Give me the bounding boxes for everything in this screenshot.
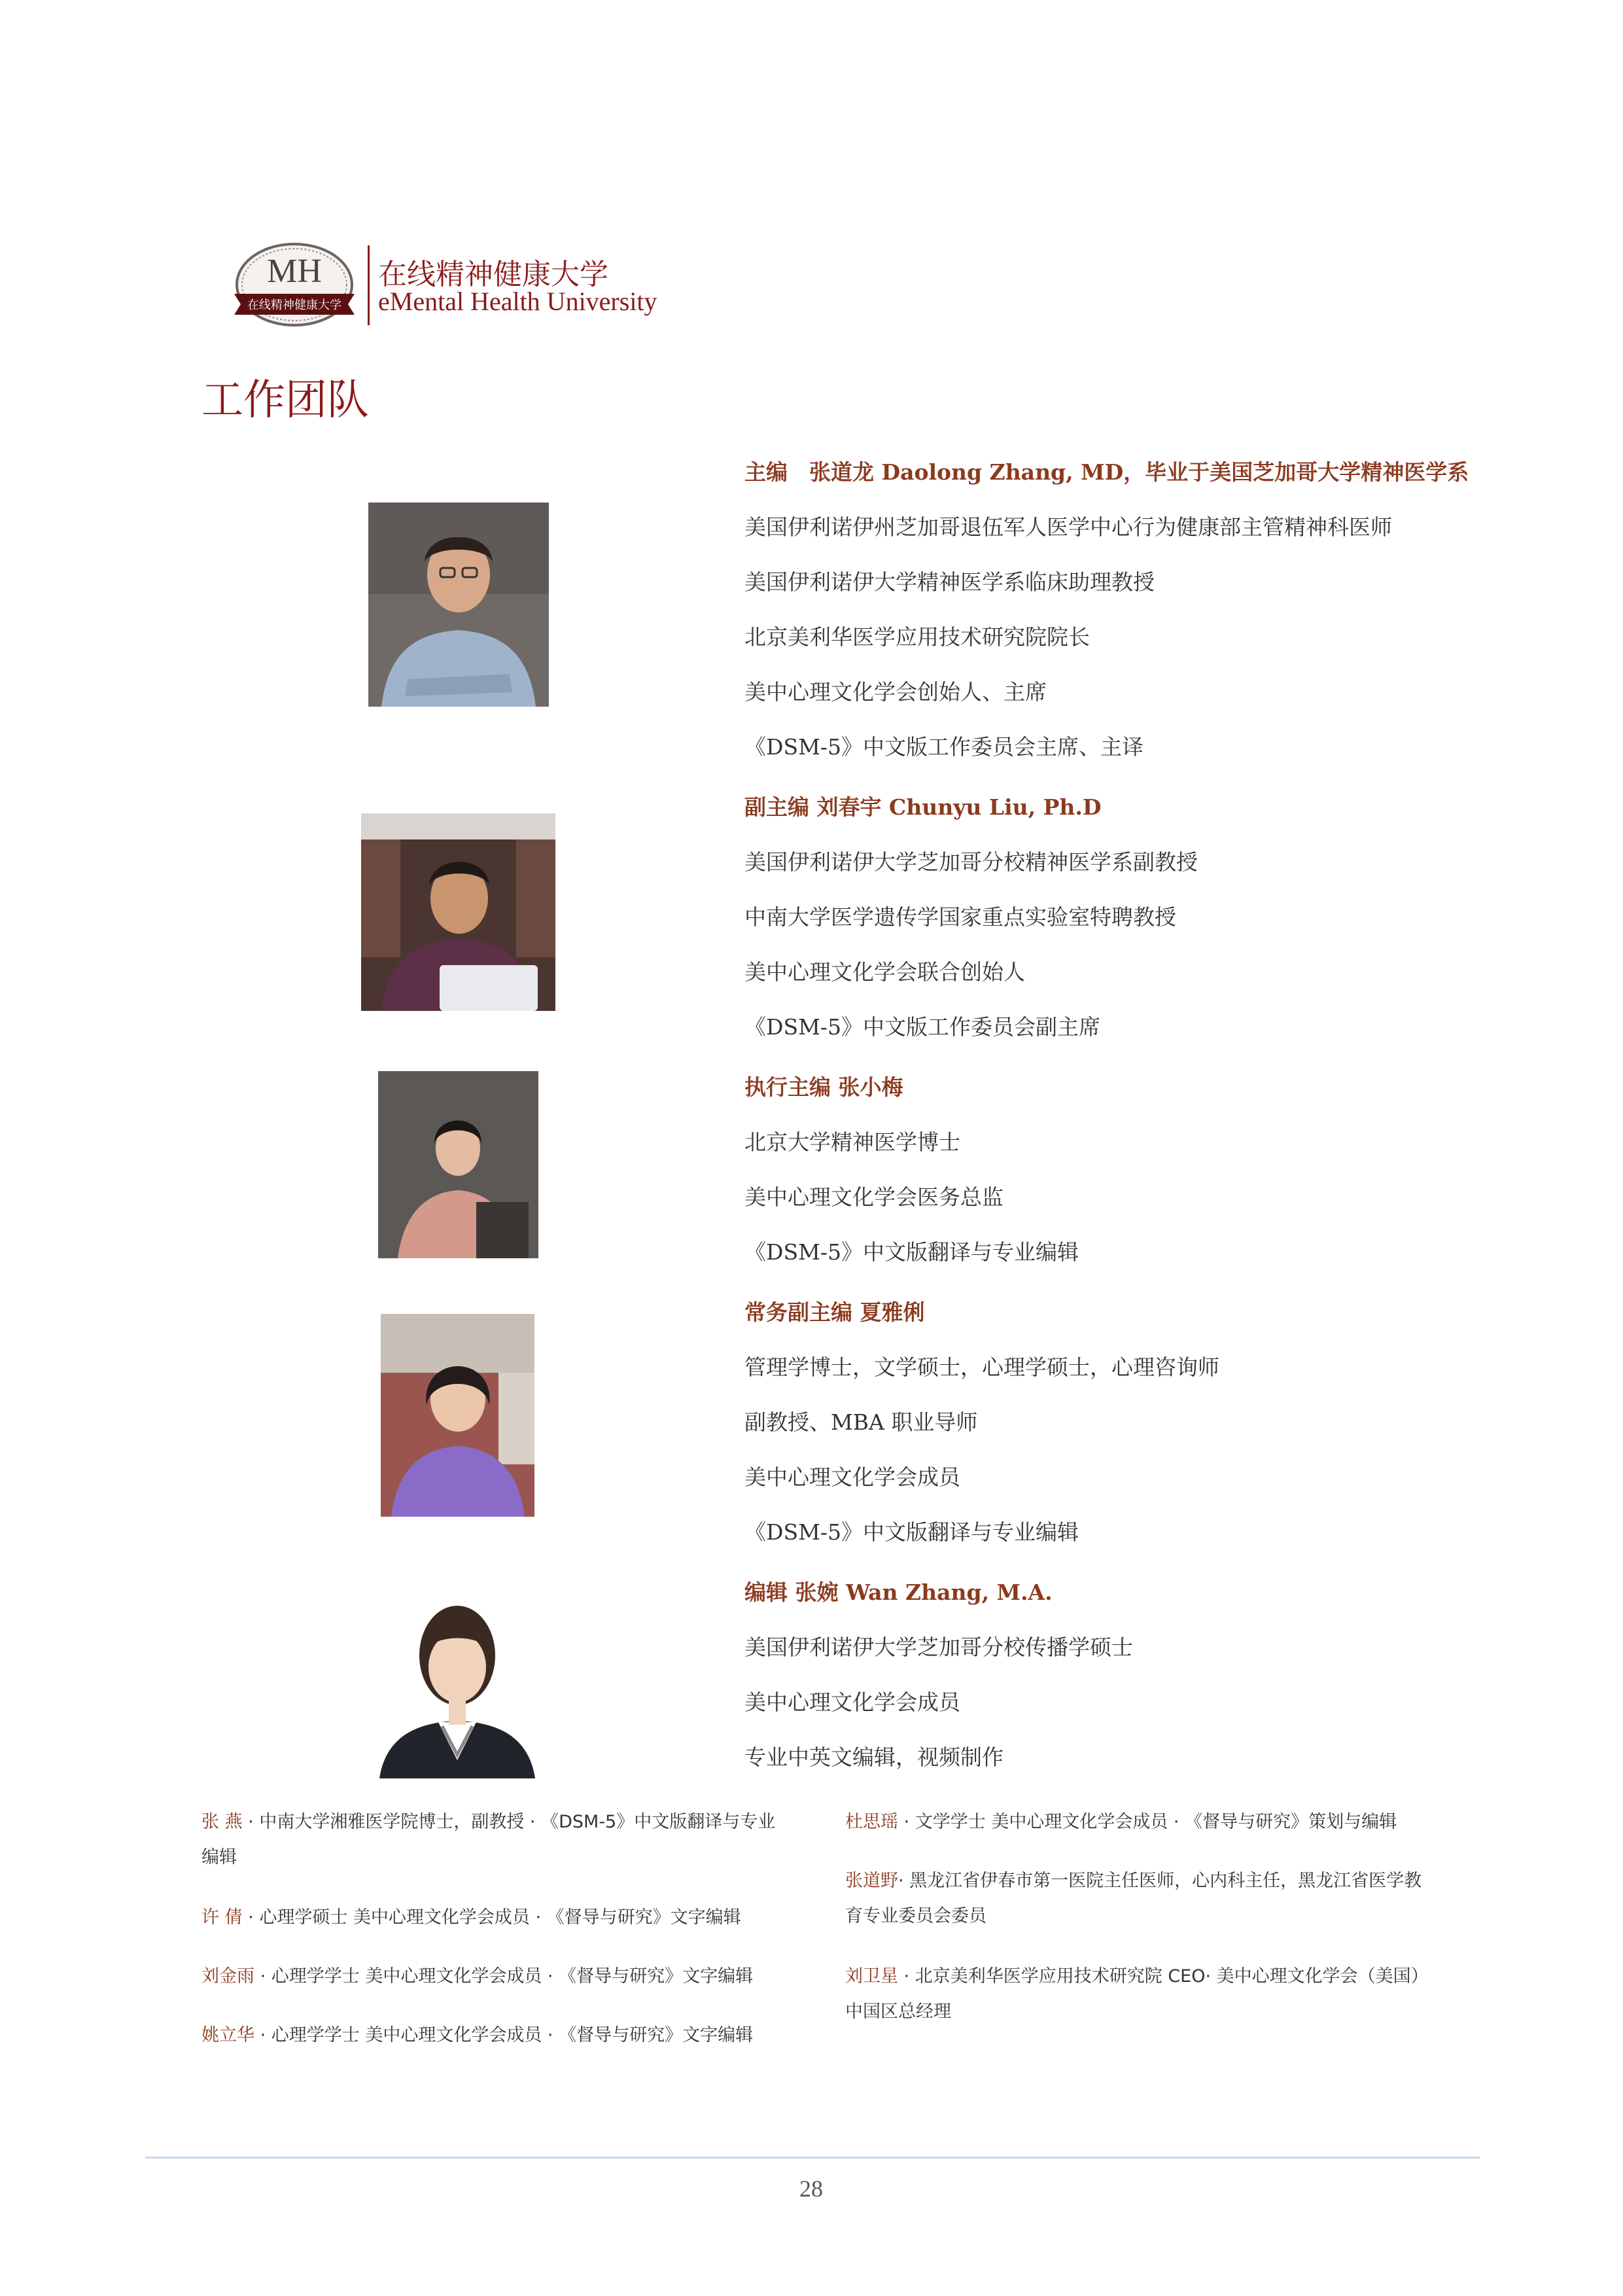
university-logo (229, 239, 674, 330)
contributor-desc: · 心理学硕士 美中心理文化学会成员 · 《督导与研究》文字编辑 (242, 1907, 741, 1928)
member-3-detail-2: 美中心理文化学会医务总监 (744, 1184, 1003, 1210)
member-1-detail-2: 美国伊利诺伊大学精神医学系临床助理教授 (744, 569, 1155, 595)
emblem-mh-text: MH (267, 253, 322, 290)
member-2-detail-2: 中南大学医学遗传学国家重点实验室特聘教授 (744, 904, 1176, 930)
member-3-detail-1: 北京大学精神医学博士 (744, 1129, 960, 1155)
contributor-du-siyao (845, 1807, 1397, 1833)
member-1-detail-3: 北京美利华医学应用技术研究院院长 (744, 624, 1090, 650)
contributor-liu-weixing (845, 1962, 1429, 1987)
contributor-zhang-daoye-cont: 育专业委员会委员 (845, 1906, 986, 1926)
contributor-desc: · 心理学学士 美中心理文化学会成员 · 《督导与研究》文字编辑 (254, 1966, 754, 1987)
contributor-name: 许 倩 (201, 1907, 243, 1928)
member-3-role: 执行主编 张小梅 (744, 1074, 903, 1100)
member-1-detail-4: 美中心理文化学会创始人、主席 (744, 679, 1047, 705)
member-4-detail-3: 美中心理文化学会成员 (744, 1464, 960, 1490)
contributor-zhang-yan (201, 1807, 775, 1833)
member-5-detail-3: 专业中英文编辑，视频制作 (744, 1744, 1003, 1770)
contributor-liu-weixing-cont: 中国区总经理 (845, 2002, 951, 2022)
contributor-yao-lihua (201, 2021, 753, 2046)
contributor-liu-jinyu (201, 1962, 753, 1987)
contributor-name: 杜思瑶 (845, 1812, 898, 1832)
logo-divider (368, 245, 370, 325)
member-4-detail-1: 管理学博士，文学硕士，心理学硕士，心理咨询师 (744, 1354, 1219, 1380)
page-number: 28 (799, 2176, 823, 2202)
member-3-detail-3: 《DSM-5》中文版翻译与专业编辑 (744, 1239, 1079, 1265)
contributor-desc: · 黑龙江省伊春市第一医院主任医师，心内科主任，黑龙江省医学教 (898, 1871, 1422, 1891)
footer-divider (145, 2157, 1480, 2159)
contributor-name: 刘金雨 (201, 1966, 254, 1987)
member-1-detail-1: 美国伊利诺伊州芝加哥退伍军人医学中心行为健康部主管精神科医师 (744, 514, 1392, 540)
contributor-zhang-daoye (845, 1866, 1422, 1892)
contributor-name: 姚立华 (201, 2025, 254, 2045)
contributor-desc: · 心理学学士 美中心理文化学会成员 · 《督导与研究》文字编辑 (254, 2025, 754, 2045)
photo-zhang-xiaomei (378, 1071, 538, 1258)
member-2-detail-1: 美国伊利诺伊大学芝加哥分校精神医学系副教授 (744, 849, 1198, 875)
logo-name-en: eMental Health University (378, 287, 657, 316)
member-2-detail-3: 美中心理文化学会联合创始人 (744, 959, 1025, 985)
member-1-detail-5: 《DSM-5》中文版工作委员会主席、主译 (744, 734, 1144, 760)
mh-emblem-icon (229, 239, 360, 330)
photo-zhang-wan (379, 1583, 535, 1778)
logo-name-cn: 在线精神健康大学 (378, 258, 608, 291)
member-2-role: 副主编 刘春宇 Chunyu Liu, Ph.D (744, 794, 1102, 820)
photo-liu-chunyu (361, 813, 555, 1011)
contributor-zhang-yan-cont: 编辑 (201, 1847, 237, 1867)
contributor-desc: · 中南大学湘雅医学院博士，副教授 · 《DSM-5》中文版翻译与专业 (242, 1812, 776, 1832)
photo-xia-yali (381, 1314, 534, 1517)
contributor-name: 张 燕 (201, 1812, 243, 1832)
member-4-role: 常务副主编 夏雅俐 (744, 1299, 925, 1325)
member-5-detail-2: 美中心理文化学会成员 (744, 1689, 960, 1715)
member-1-role: 主编 张道龙 Daolong Zhang, MD，毕业于美国芝加哥大学精神医学系 (744, 459, 1469, 485)
member-5-detail-1: 美国伊利诺伊大学芝加哥分校传播学硕士 (744, 1634, 1133, 1660)
member-2-detail-4: 《DSM-5》中文版工作委员会副主席 (744, 1014, 1101, 1040)
page-title: 工作团队 (201, 376, 369, 425)
member-4-detail-4: 《DSM-5》中文版翻译与专业编辑 (744, 1519, 1079, 1545)
photo-zhang-daolong (368, 503, 549, 707)
member-4-detail-2: 副教授、MBA 职业导师 (744, 1409, 978, 1435)
contributor-name: 张道野 (845, 1871, 898, 1891)
contributor-desc: · 北京美利华医学应用技术研究院 CEO· 美中心理文化学会（美国） (898, 1966, 1429, 1987)
member-5-role: 编辑 张婉 Wan Zhang, M.A. (744, 1580, 1053, 1605)
contributor-desc: · 文学学士 美中心理文化学会成员 · 《督导与研究》策划与编辑 (898, 1812, 1397, 1832)
contributor-xu-qian (201, 1903, 741, 1928)
contributor-name: 刘卫星 (845, 1966, 898, 1987)
emblem-ribbon-text: 在线精神健康大学 (247, 298, 341, 312)
